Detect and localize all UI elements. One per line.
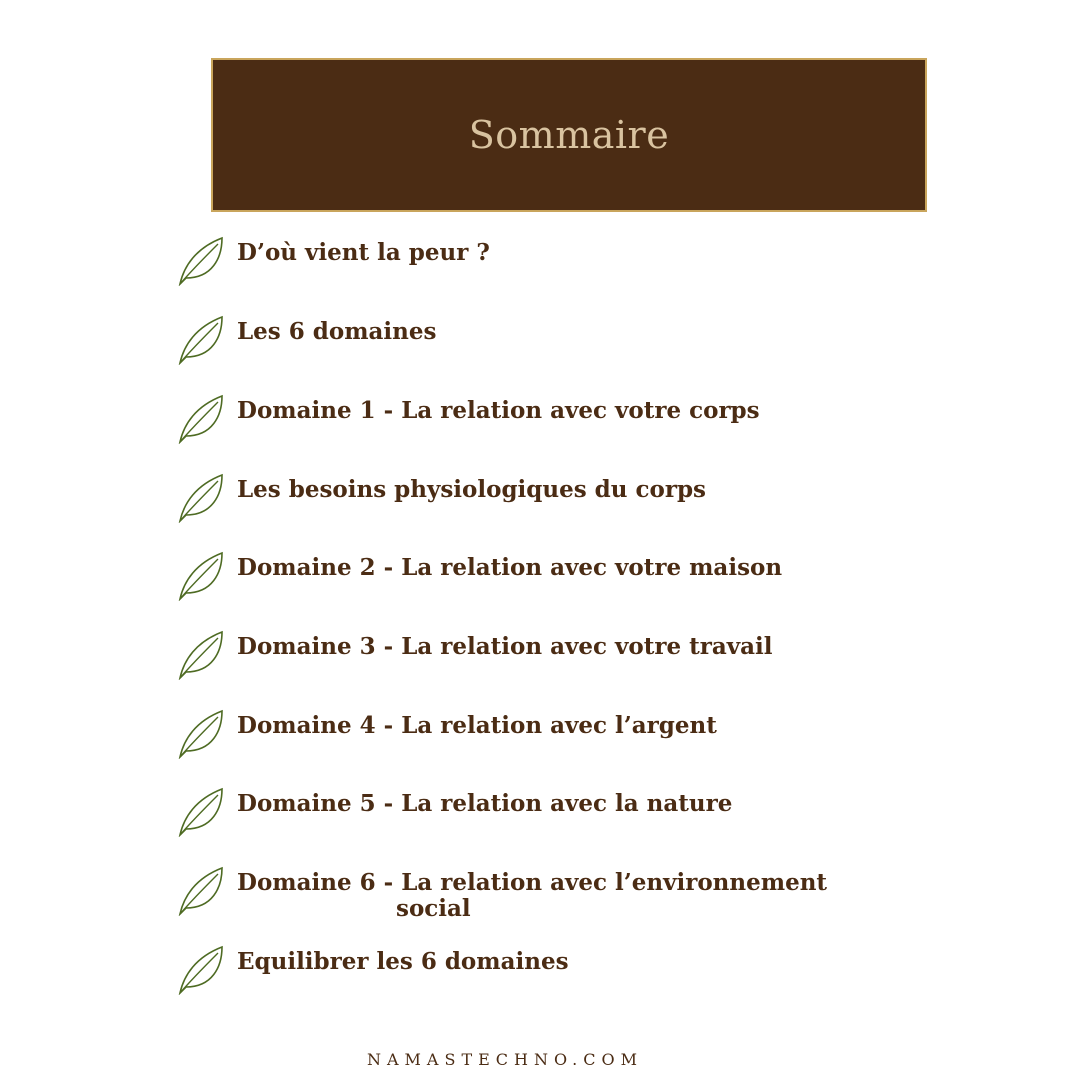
toc-item-label: Domaine 4 - La relation avec l’argent [237, 712, 717, 739]
toc-item-label: Domaine 6 - La relation avec l’environnement [237, 869, 828, 896]
leaf-icon [178, 394, 224, 444]
toc-item-balance-domains[interactable] [178, 949, 569, 995]
toc-item-six-domains[interactable] [178, 319, 436, 365]
toc-item-domain-5[interactable] [178, 791, 732, 837]
toc-item-label: Equilibrer les 6 domaines [237, 948, 569, 975]
leaf-icon [178, 236, 224, 286]
leaf-icon [178, 315, 224, 365]
leaf-icon [178, 473, 224, 523]
footer-website: NAMASTECHNO.COM [366, 1050, 643, 1069]
leaf-icon [178, 551, 224, 601]
leaf-icon [178, 945, 224, 995]
toc-item-label-continuation: social [396, 895, 471, 922]
toc-item-domain-6[interactable] [178, 870, 827, 922]
toc-item-label-multiline [237, 870, 827, 922]
leaf-icon [178, 630, 224, 680]
toc-item-label: Les besoins physiologiques du corps [237, 476, 706, 503]
toc-item-domain-1[interactable] [178, 398, 760, 444]
toc-item-fear-origin[interactable] [178, 240, 490, 286]
toc-item-physiological-needs[interactable] [178, 477, 706, 523]
toc-item-label: Domaine 2 - La relation avec votre maison [237, 554, 783, 581]
toc-item-label: Domaine 5 - La relation avec la nature [237, 790, 733, 817]
page-title: Sommaire [468, 113, 670, 157]
header-banner [211, 58, 927, 212]
toc-item-domain-2[interactable] [178, 555, 782, 601]
toc-item-label: D’où vient la peur ? [237, 239, 490, 266]
leaf-icon [178, 787, 224, 837]
leaf-icon [178, 709, 224, 759]
toc-item-label: Domaine 3 - La relation avec votre travail [237, 633, 773, 660]
toc-item-label: Les 6 domaines [237, 318, 437, 345]
toc-item-label: Domaine 1 - La relation avec votre corps [237, 397, 760, 424]
toc-item-domain-4[interactable] [178, 713, 717, 759]
toc-item-domain-3[interactable] [178, 634, 772, 680]
leaf-icon [178, 866, 224, 916]
